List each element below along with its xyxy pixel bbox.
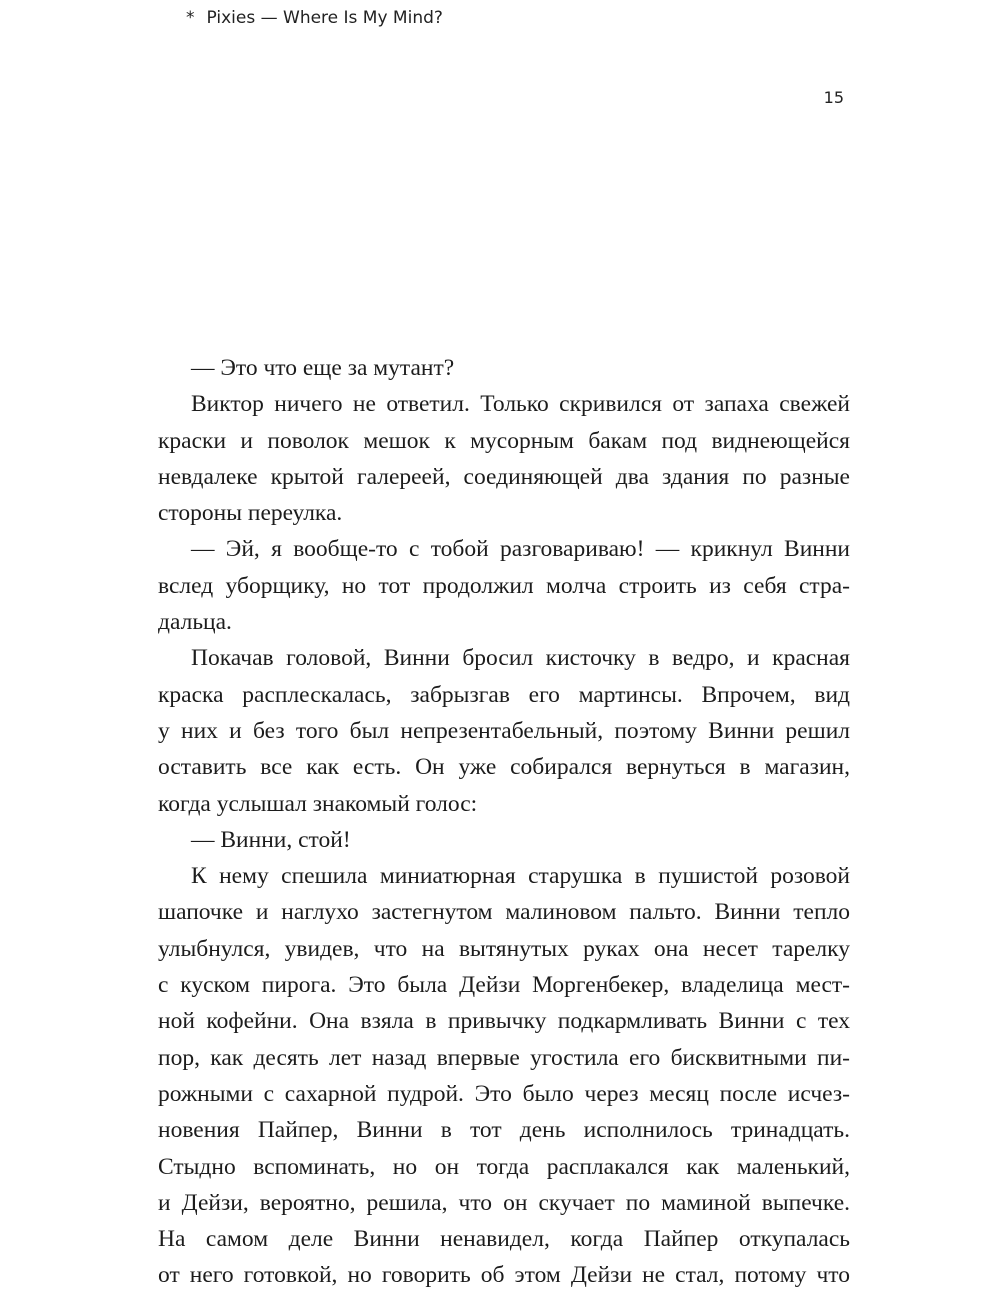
text-line: краска расплескалась, забрызгав его мартинсы. Впрочем, вид (158, 681, 850, 708)
text-line: Стыдно вспоминать, но он тогда расплакался как маленький, (158, 1153, 850, 1180)
text-line: Покачав головой, Винни бросил кисточку в ведро, и красная (191, 645, 850, 672)
text-line: невдалеке крытой галереей, соединяющей два здания по разные (158, 463, 850, 490)
text-line: с куском пирога. Это была Дейзи Моргенбекер, владелица мест- (158, 972, 850, 999)
text-line: у них и без того был непрезентабельный, поэтому Винни решил (158, 717, 850, 744)
text-line: — Винни, стой! (191, 826, 351, 853)
text-line: К нему спешила миниатюрная старушка в пушистой розовой (191, 863, 850, 890)
text-line: дальца. (158, 609, 232, 636)
body-text (158, 350, 850, 1294)
text-line: стороны переулка. (158, 500, 343, 527)
text-line: улыбнулся, увидев, что на вытянутых руках она несет тарелку (158, 935, 850, 962)
footnote-marker: * (186, 8, 195, 28)
footnote (186, 8, 443, 28)
text-line: когда услышал знакомый голос: (158, 790, 478, 817)
text-line: оставить все как есть. Он уже собирался вернуться в магазин, (158, 754, 850, 781)
text-line: и Дейзи, вероятно, решила, что он скучает по маминой выпечке. (158, 1189, 850, 1216)
text-line: пор, как десять лет назад впервые угостила его бисквитными пи- (158, 1044, 850, 1071)
text-line: ной кофейни. Она взяла в привычку подкармливать Винни с тех (158, 1008, 850, 1035)
text-line: На самом деле Винни ненавидел, когда Пайпер откупалась (158, 1226, 850, 1253)
text-line: от него готовкой, но говорить об этом Дейзи не стал, потому что (158, 1262, 850, 1289)
text-line: шапочке и наглухо застегнутом малиновом пальто. Винни тепло (158, 899, 850, 926)
text-line: — Это что еще за мутант? (191, 355, 455, 381)
page-number: 15 (823, 88, 844, 107)
text-line: новения Пайпер, Винни в тот день исполнилось тринадцать. (158, 1117, 850, 1144)
text-line: рожными с сахарной пудрой. Это было через месяц после исчез- (158, 1080, 850, 1107)
text-line: краски и поволок мешок к мусорным бакам под виднеющейся (158, 427, 850, 454)
text-line: вслед уборщику, но тот продолжил молча строить из себя стра- (158, 572, 850, 599)
footnote-text: Pixies — Where Is My Mind? (206, 8, 443, 28)
text-line: Виктор ничего не ответил. Только скривился от запаха свежей (191, 391, 850, 418)
text-line: — Эй, я вообще-то с тобой разговариваю! — крикнул Винни (191, 536, 850, 563)
